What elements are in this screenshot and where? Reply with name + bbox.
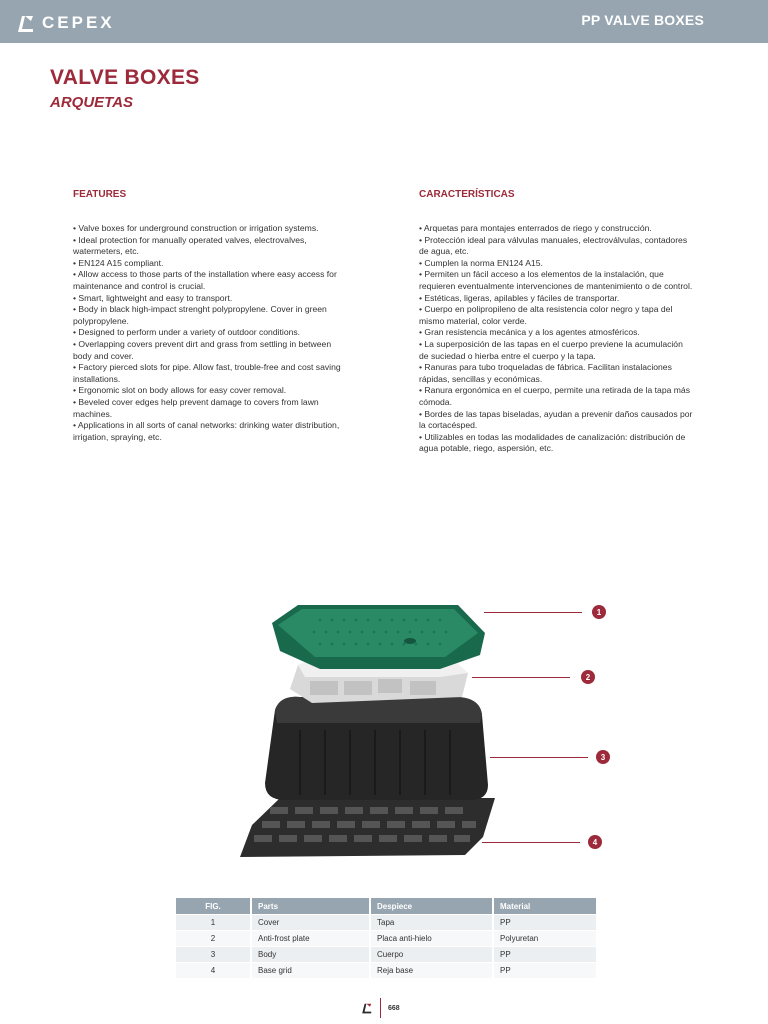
table-row — [176, 915, 597, 931]
features-item: • Factory pierced slots for pipe. Allow fast, trouble-free and cost saving installations. — [73, 362, 348, 385]
page-header — [0, 0, 768, 43]
cell-despiece: Placa anti-hielo — [370, 931, 493, 947]
callout-line-2 — [472, 677, 570, 678]
cell-fig: 3 — [176, 947, 251, 963]
parts-table-header — [176, 898, 597, 915]
page-number: 668 — [388, 1004, 400, 1012]
page-title: VALVE BOXES — [50, 66, 200, 89]
cell-part: Base grid — [251, 963, 370, 979]
cell-part: Anti-frost plate — [251, 931, 370, 947]
col-header-despiece: Despiece — [370, 898, 493, 915]
features-item: • Ergonomic slot on body allows for easy cover removal. — [73, 385, 348, 397]
callout-line-4 — [482, 842, 580, 843]
base-grid-illustration — [240, 798, 495, 857]
table-row — [176, 931, 597, 947]
col-header-parts: Parts — [251, 898, 370, 915]
callout-3: 3 — [596, 750, 610, 764]
features-item: • Designed to perform under a variety of outdoor conditions. — [73, 327, 348, 339]
caracteristicas-item: • Utilizables en todas las modalidades de canalización: distribución de agua potable, riego, aspersión, etc. — [419, 432, 694, 455]
caracteristicas-item: • Permiten un fácil acceso a los elementos de la instalación, que requieren eventualmente intervenciones de mantenimiento o de control. — [419, 269, 694, 292]
features-heading: FEATURES — [73, 189, 127, 200]
features-item: • Body in black high-impact strenght polypropylene. Cover in green polypropylene. — [73, 304, 348, 327]
features-item: • Smart, lightweight and easy to transport. — [73, 293, 348, 305]
cell-material: PP — [493, 915, 597, 931]
cell-part: Body — [251, 947, 370, 963]
caracteristicas-item: • Protección ideal para válvulas manuales, electroválvulas, contadores de agua, etc. — [419, 235, 694, 258]
features-item: • Valve boxes for underground construction or irrigation systems. — [73, 223, 348, 235]
callout-line-1 — [484, 612, 582, 613]
parts-table — [176, 898, 598, 978]
valve-box-exploded-view — [240, 585, 630, 875]
caracteristicas-item: • Cumplen la norma EN124 A15. — [419, 258, 694, 270]
body-illustration — [265, 697, 488, 800]
caracteristicas-item: • Ranura ergonómica en el cuerpo, permite una retirada de la tapa más cómoda. — [419, 385, 694, 408]
caracteristicas-item: • Estéticas, ligeras, apilables y fáciles de transportar. — [419, 293, 694, 305]
features-item: • Applications in all sorts of canal networks: drinking water distribution, irrigation, spraying, etc. — [73, 420, 348, 443]
caracteristicas-list — [419, 223, 694, 455]
cell-fig: 1 — [176, 915, 251, 931]
cell-material: PP — [493, 947, 597, 963]
footer-logo-icon — [360, 1002, 374, 1014]
features-item: • Beveled cover edges help prevent damage to covers from lawn machines. — [73, 397, 348, 420]
table-row — [176, 947, 597, 963]
caracteristicas-item: • Arquetas para montajes enterrados de riego y construcción. — [419, 223, 694, 235]
features-list — [73, 223, 348, 443]
cell-material: PP — [493, 963, 597, 979]
cell-fig: 2 — [176, 931, 251, 947]
features-item: • EN124 A15 compliant. — [73, 258, 348, 270]
features-item: • Overlapping covers prevent dirt and grass from settling in between body and cover. — [73, 339, 348, 362]
col-header-material: Material — [493, 898, 597, 915]
callout-line-3 — [490, 757, 588, 758]
logo-wordmark: CEPEX — [42, 13, 115, 32]
cepex-logo — [16, 12, 115, 34]
footer-divider — [380, 998, 381, 1018]
cepex-logo-icon — [16, 13, 36, 33]
cell-part: Cover — [251, 915, 370, 931]
caracteristicas-heading: CARACTERÍSTICAS — [419, 189, 515, 200]
cover-illustration — [272, 605, 485, 669]
callout-1: 1 — [592, 605, 606, 619]
features-item: • Ideal protection for manually operated valves, electrovalves, watermeters, etc. — [73, 235, 348, 258]
caracteristicas-item: • Gran resistencia mecánica y a los agentes atmosféricos. — [419, 327, 694, 339]
caracteristicas-item: • Bordes de las tapas biseladas, ayudan a prevenir daños causados por la cortacésped. — [419, 409, 694, 432]
cell-material: Polyuretan — [493, 931, 597, 947]
section-label: PP VALVE BOXES — [581, 12, 704, 28]
col-header-fig: FIG. — [176, 898, 251, 915]
table-row — [176, 963, 597, 979]
page-subtitle: ARQUETAS — [50, 94, 134, 111]
cell-fig: 4 — [176, 963, 251, 979]
page-footer — [360, 998, 400, 1018]
caracteristicas-item: • Cuerpo en polipropileno de alta resistencia color negro y tapa del mismo material, color verde. — [419, 304, 694, 327]
caracteristicas-item: • La superposición de las tapas en el cuerpo previene la acumulación de suciedad o hierba entre el cuerpo y la tapa. — [419, 339, 694, 362]
callout-4: 4 — [588, 835, 602, 849]
callout-2: 2 — [581, 670, 595, 684]
cell-despiece: Cuerpo — [370, 947, 493, 963]
cell-despiece: Tapa — [370, 915, 493, 931]
features-item: • Allow access to those parts of the installation where easy access for maintenance and control is crucial. — [73, 269, 348, 292]
cell-despiece: Reja base — [370, 963, 493, 979]
caracteristicas-item: • Ranuras para tubo troqueladas de fábrica. Facilitan instalaciones rápidas, sencillas y económicas. — [419, 362, 694, 385]
